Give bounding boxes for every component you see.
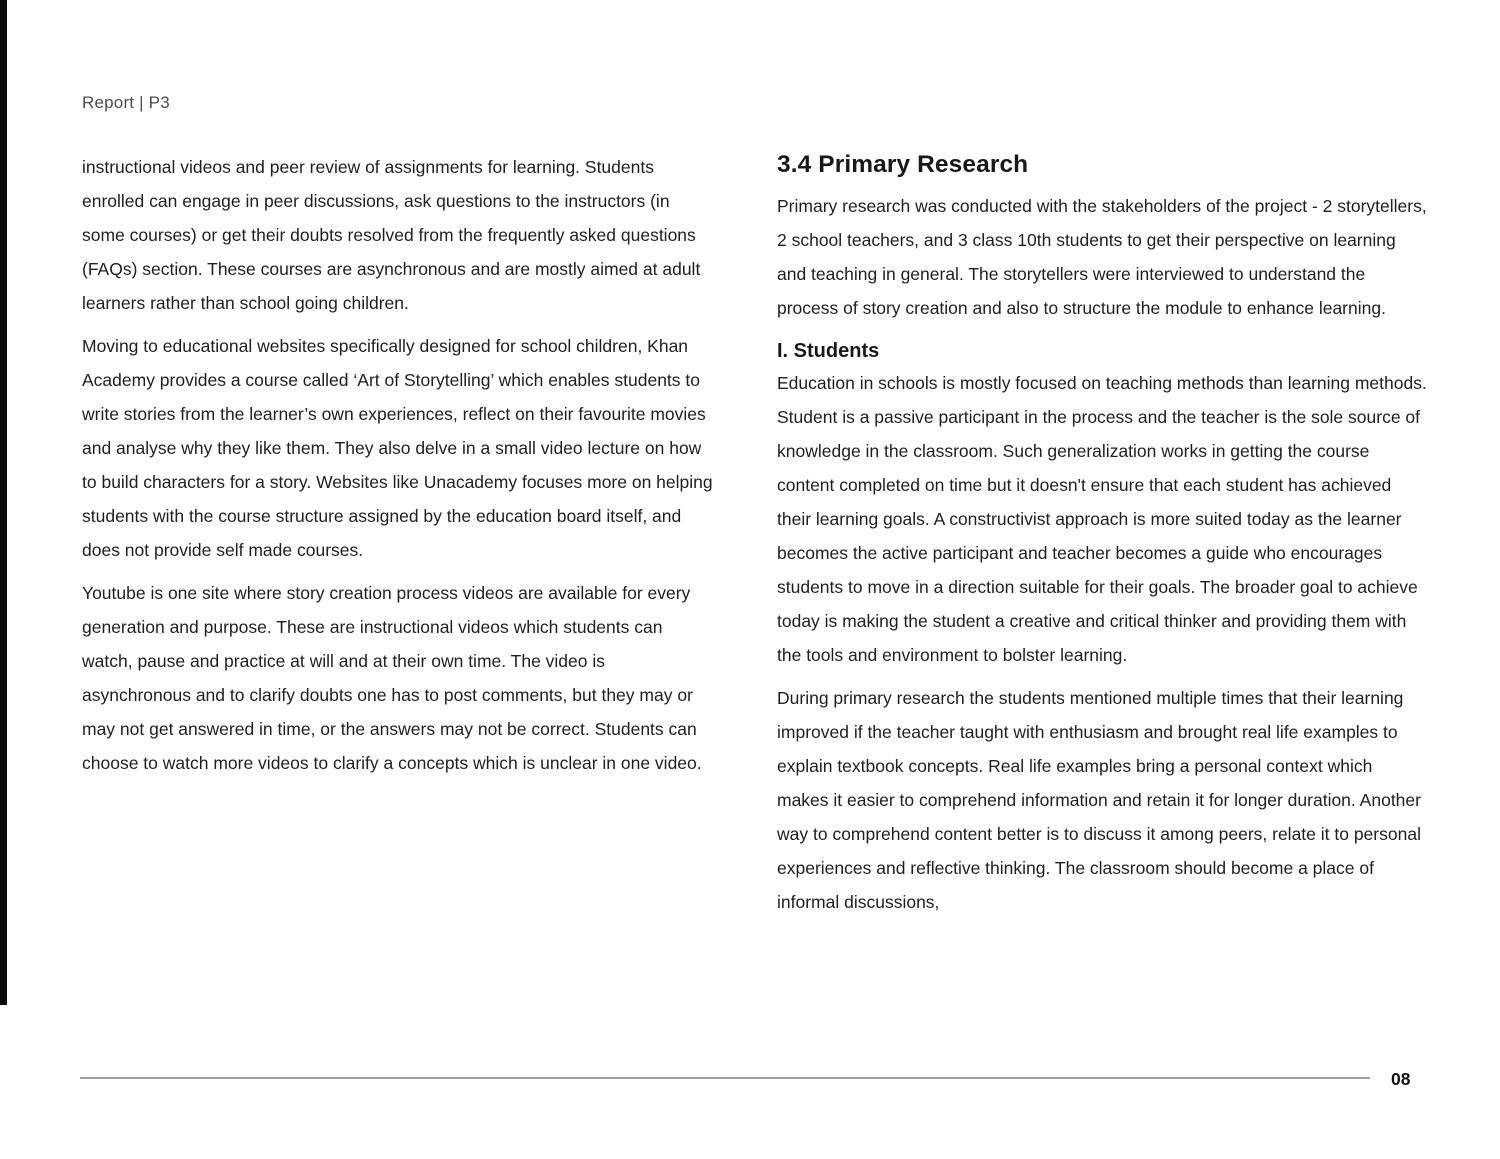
primary-research-intro-paragraph: Primary research was conducted with the stakeholders of the project - 2 storytellers, 2 school teachers, and 3 class 10th students to get their perspective on learning and teaching in general. The storytellers were interviewed to understand the process of story creation and also to structure the module to enhance learning. [777, 196, 1427, 318]
left-paragraph-youtube: Youtube is one site where story creation process videos are available for every generation and purpose. These are instructional videos which students can watch, pause and practice at will and at their own time. The video is asynchronous and to clarify doubts one has to post comments, but they may or may not get answered in time, or the answers may not be correct. Students can choose to watch more videos to clarify a concepts which is unclear in one video. [82, 583, 702, 773]
subsection-title-students: I. Students [777, 340, 880, 362]
left-paragraph-educational-websites: Moving to educational websites specifically designed for school children, Khan Academy provides a course called ‘Art of Storytelling’ which enables students to write stories from the learner’s own experiences, reflect on their favourite movies and analyse why they like them. They also delve in a small video lecture on how to build characters for a story. Websites like Unacademy focuses more on helping students with the course structure assigned by the education board itself, and does not provide self made courses. [82, 336, 713, 560]
scan-edge-strip [0, 0, 7, 1005]
report-header-label: Report | P3 [82, 93, 170, 112]
students-paragraph-primary-research-findings: During primary research the students mentioned multiple times that their learning improved if the teacher taught with enthusiasm and brought real life examples to explain textbook concepts. Real life examples bring a personal context which makes it easier to comprehend information and retain it for longer duration. Another way to comprehend content better is to discuss it among peers, relate it to personal experiences and reflective thinking. The classroom should become a place of informal discussions, [777, 688, 1421, 912]
section-title-primary-research: 3.4 Primary Research [777, 151, 1029, 178]
right-text-column [777, 150, 1427, 928]
left-paragraph-online-courses: instructional videos and peer review of assignments for learning. Students enrolled can engage in peer discussions, ask questions to the instructors (in some courses) or get their doubts resolved from the frequently asked questions (FAQs) section. These courses are asynchronous and are mostly aimed at adult learners rather than school going children. [82, 157, 701, 313]
students-paragraph-education-focus: Education in schools is mostly focused on teaching methods than learning methods. Student is a passive participant in the process and the teacher is the sole source of knowledge in the classroom. Such generalization works in getting the course content completed on time but it doesn't ensure that each student has achieved their learning goals. A constructivist approach is more suited today as the learner becomes the active participant and teacher becomes a guide who encourages students to move in a direction suitable for their goals. The broader goal to achieve today is making the student a creative and critical thinker and providing them with the tools and environment to bolster learning. [777, 373, 1427, 665]
left-text-column [82, 150, 716, 789]
page-number: 08 [1391, 1069, 1411, 1089]
footer-divider-line [80, 1077, 1370, 1079]
